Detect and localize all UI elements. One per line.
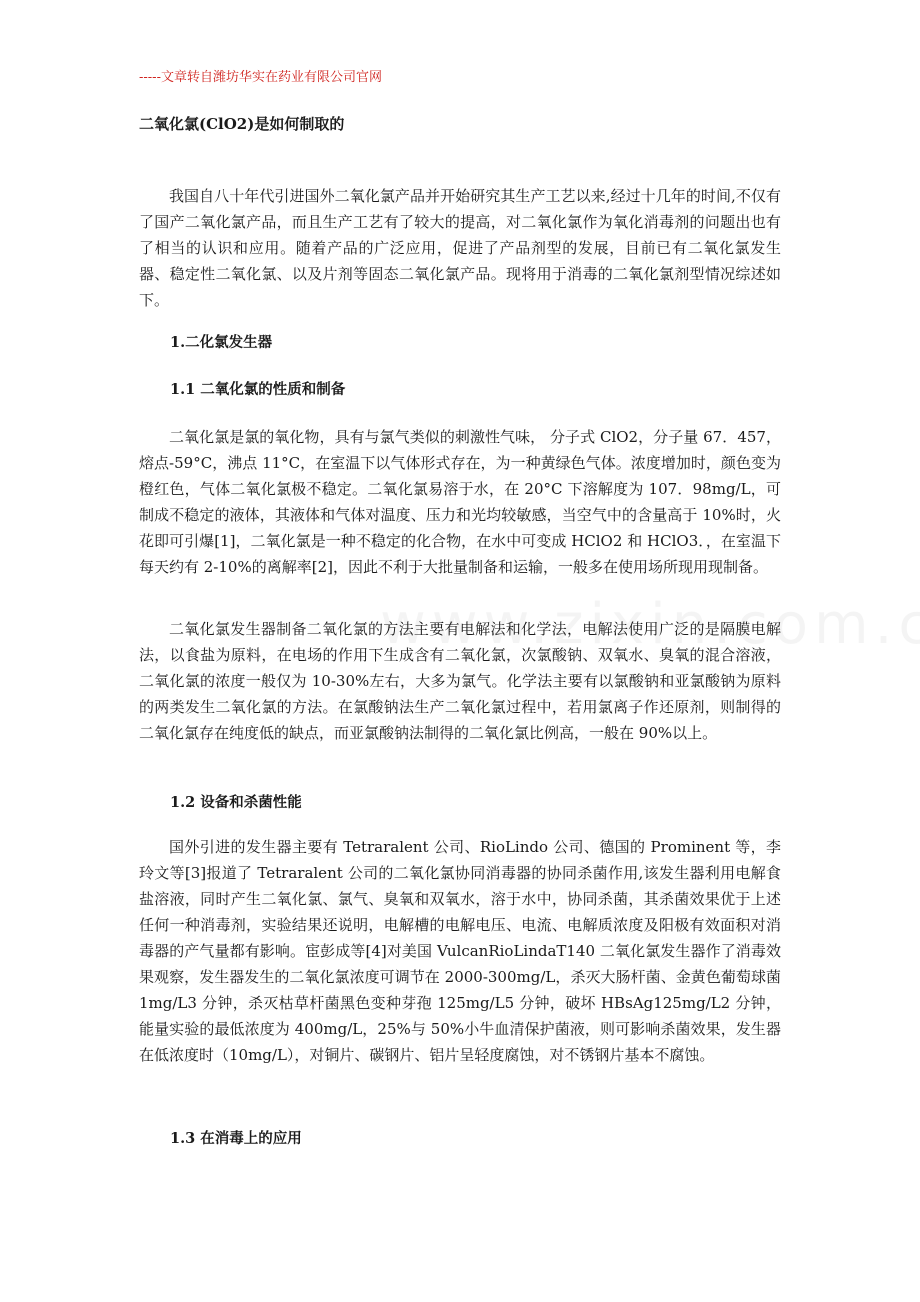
section-heading-1-3: 1.3 在消毒上的应用	[170, 1130, 302, 1147]
source-note: -----文章转自潍坊华实在药业有限公司官网	[139, 70, 382, 85]
section-heading-1-1: 1.1 二氧化氯的性质和制备	[170, 381, 346, 398]
intro-paragraph: 我国自八十年代引进国外二氧化氯产品并开始研究其生产工艺以来,经过十几年的时间,不仅有了国产二氧化氯产品，而且生产工艺有了较大的提高，对二氧化氯作为氧化消毒剂的问题出也有了相当的认识和应用。随着产品的广泛应用，促进了产品剂型的发展，目前已有二氧化氯发生器、稳定性二氧化氯、以及片剂等固态二氧化氯产品。现将用于消毒的二氧化氯剂型情况综述如下。	[139, 187, 781, 309]
section-heading-1: 1.二化氯发生器	[170, 334, 273, 351]
paragraph-1-2: 国外引进的发生器主要有 Tetraralent 公司、RioLindo 公司、德国的 Prominent 等，李玲文等[3]报道了 Tetraralent 公司的二氧化氯协同消毒器的协同杀菌作用,该发生器利用电解食盐溶液，同时产生二氧化氯、氯气、臭氧和双氧水，溶于水中，协同杀菌，其杀菌效果优于上述任何一种消毒剂，实验结果还说明，电解槽的电解电压、电流、电解质浓度及阳极有效面积对消毒器的产气量都有影响。宦彭成等[4]对美国 VulcanRioLindaT140 二氧化氯发生器作了消毒效果观察，发生器发生的二氧化氯浓度可调节在 2000-300mg/L，杀灭大肠杆菌、金黄色葡萄球菌 1mg/L3 分钟，杀灭枯草杆菌黑色变种芽孢 125mg/L5 分钟，破坏 HBsAg125mg/L2 分钟，能量实验的最低浓度为 400mg/L，25%与 50%小牛血清保护菌液，则可影响杀菌效果，发生器在低浓度时（10mg/L），对铜片、碳钢片、铝片呈轻度腐蚀，对不锈钢片基本不腐蚀。	[139, 838, 781, 1064]
paragraph-1-1-b: 二氧化氯发生器制备二氧化氯的方法主要有电解法和化学法，电解法使用广泛的是隔膜电解法，以食盐为原料，在电场的作用下生成含有二氧化氯，次氯酸钠、双氧水、臭氧的混合溶液，二氧化氯的浓度一般仅为 10-30%左右，大多为氯气。化学法主要有以氯酸钠和亚氯酸钠为原料的两类发生二氧化氯的方法。在氯酸钠法生产二氧化氯过程中，若用氯离子作还原剂，则制得的二氧化氯存在纯度低的缺点，而亚氯酸钠法制得的二氧化氯比例高，一般在 90%以上。	[139, 620, 781, 742]
paragraph-1-1-a: 二氧化氯是氯的氧化物，具有与氯气类似的刺激性气味， 分子式 ClO2，分子量 67．457，熔点-59°C，沸点 11°C，在室温下以气体形式存在，为一种黄绿色气体。浓度增加时，颜色变为橙红色，气体二氧化氯极不稳定。二氧化氯易溶于水，在 20°C 下溶解度为 107．98mg/L，可制成不稳定的液体，其液体和气体对温度、压力和光均较敏感，当空气中的含量高于 10%时，火花即可引爆[1]，二氧化氯是一种不稳定的化合物，在水中可变成 HClO2 和 HClO3．，在室温下每天约有 2-10%的离解率[2]，因此不利于大批量制备和运输，一般多在使用场所现用现制备。	[139, 428, 781, 576]
section-heading-1-2: 1.2 设备和杀菌性能	[170, 794, 302, 811]
document-title: 二氧化氯(ClO2)是如何制取的	[139, 115, 345, 133]
